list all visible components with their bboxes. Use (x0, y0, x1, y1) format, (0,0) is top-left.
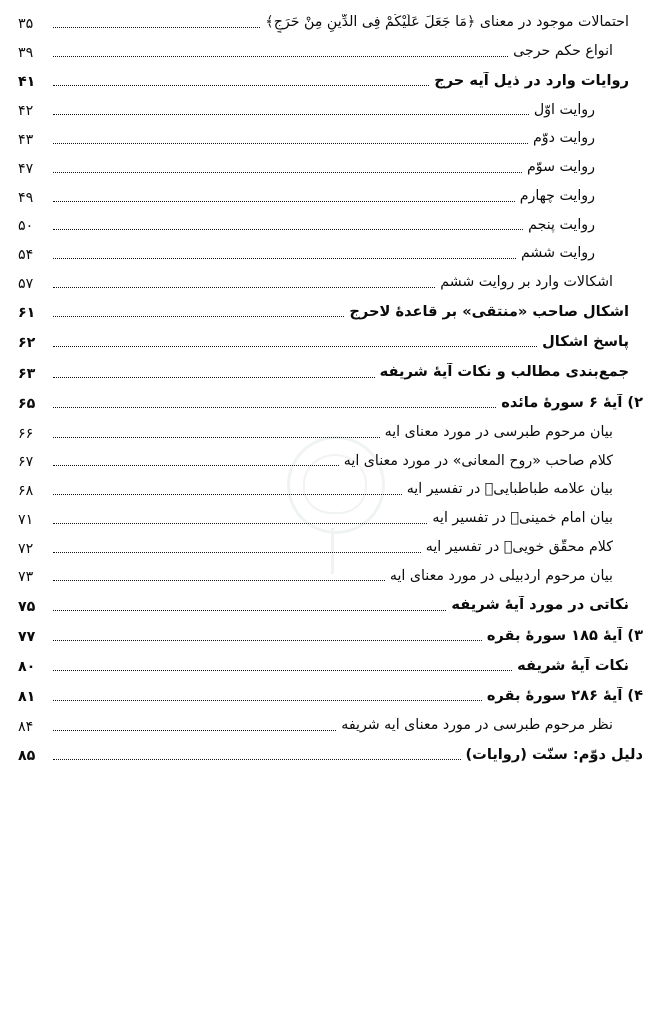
toc-entry-page-number: ۸۴ (18, 719, 34, 736)
toc-entry-title: اشکال صاحب «منتقی» بر قاعدۀ لاحرج (349, 302, 629, 320)
toc-entry[interactable] (18, 188, 643, 207)
toc-entry-title: احتمالات موجود در معنای ﴿مَا جَعَلَ عَلَيْكُمْ فِی الدِّينِ مِنْ حَرَجٍ﴾ (265, 14, 629, 30)
toc-entry-title: روایت دوّم (533, 130, 595, 147)
toc-leader-dots (53, 436, 380, 438)
toc-entry[interactable] (18, 102, 643, 121)
toc-entry[interactable] (18, 687, 643, 706)
toc-entry-page-number: ۶۵ (18, 395, 36, 412)
toc-entry-title: بیان علامه طباطبایی﷫ در تفسیر آیه (406, 481, 613, 498)
toc-leader-dots (53, 464, 339, 466)
toc-entry-page-number: ۵۰ (18, 218, 34, 235)
toc-entry[interactable] (18, 72, 643, 91)
toc-entry-title: بیان مرحوم طبرسی در مورد معنای آیه (384, 423, 613, 440)
toc-entry-title: ۴) آیۀ ۲۸۶ سورۀ بقره (486, 687, 643, 705)
toc-entry-title: روایت پنجم (528, 216, 595, 233)
toc-entry-title: روایت ششم (520, 245, 595, 262)
toc-leader-dots (53, 286, 435, 288)
toc-leader-dots (53, 639, 482, 641)
toc-entry-title: پاسخ اشکال (542, 333, 629, 351)
toc-entry-title: روایت چهارم (519, 187, 595, 204)
toc-entry[interactable] (18, 245, 643, 264)
toc-entry[interactable] (18, 363, 643, 382)
toc-leader-dots (53, 551, 421, 553)
toc-entry-page-number: ۳۹ (18, 44, 34, 61)
toc-entry-title: نظر مرحوم طبرسی در مورد معنای آیه شریفه (341, 717, 613, 734)
toc-leader-dots (53, 171, 522, 173)
toc-entry-title: جمع‌بندی مطالب و نکات آیۀ شریفه (379, 363, 629, 381)
toc-entry[interactable] (18, 746, 643, 765)
toc-entry-page-number: ۸۰ (18, 659, 36, 676)
toc-entry[interactable] (18, 159, 643, 178)
toc-entry-page-number: ۶۸ (18, 483, 34, 500)
toc-entry[interactable] (18, 657, 643, 676)
toc-leader-dots (53, 55, 508, 57)
toc-entry-title: ۲) آیۀ ۶ سورۀ مائده (501, 393, 643, 411)
toc-leader-dots (53, 406, 496, 408)
toc-entry[interactable] (18, 453, 643, 472)
toc-entry-title: روایات وارد در ذیل آیه حرج (434, 71, 629, 89)
toc-entry-page-number: ۶۶ (18, 425, 34, 442)
toc-leader-dots (53, 579, 385, 581)
toc-entry[interactable] (18, 481, 643, 500)
toc-entry-page-number: ۴۲ (18, 103, 34, 120)
toc-entry[interactable] (18, 303, 643, 322)
toc-entry[interactable] (18, 274, 643, 293)
toc-leader-dots (53, 200, 515, 202)
toc-entry[interactable] (18, 627, 643, 646)
toc-entry-title: دلیل دوّم: سنّت (روایات) (465, 746, 643, 764)
toc-entry-page-number: ۳۵ (18, 15, 34, 32)
toc-entry-page-number: ۵۷ (18, 275, 34, 292)
toc-leader-dots (53, 699, 482, 701)
toc-entry-page-number: ۶۷ (18, 454, 34, 471)
toc-entry-title: نکاتی در مورد آیۀ شریفه (451, 596, 629, 614)
toc-entry-page-number: ۸۱ (18, 689, 36, 706)
toc-entry-page-number: ۸۵ (18, 748, 36, 765)
toc-entry[interactable] (18, 333, 643, 352)
toc-entry-title: انواع حکم حرجی (513, 42, 613, 59)
toc-leader-dots (53, 522, 427, 524)
toc-leader-dots (53, 142, 528, 144)
toc-entry-title: بیان امام خمینی﷫ در تفسیر آیه (432, 510, 613, 527)
toc-entry-page-number: ۷۲ (18, 540, 34, 557)
toc-entry-page-number: ۷۵ (18, 598, 36, 615)
toc-leader-dots (53, 228, 523, 230)
toc-entry-page-number: ۴۳ (18, 132, 34, 149)
toc-entry-page-number: ۴۱ (18, 73, 36, 90)
toc-entry[interactable] (18, 424, 643, 443)
toc-entry[interactable] (18, 568, 643, 587)
toc-entry-title: نکات آیۀ شریفه (517, 656, 629, 674)
toc-entry-title: کلام محقّق خویی﷫ در تفسیر آیه (425, 538, 613, 555)
toc-entry-title: ۳) آیۀ ۱۸۵ سورۀ بقره (486, 626, 643, 644)
toc-entry[interactable] (18, 43, 643, 62)
toc-leader-dots (53, 376, 375, 378)
toc-leader-dots (53, 257, 516, 259)
toc-leader-dots (53, 315, 344, 317)
toc-entry-title: روایت اوّل (533, 101, 595, 118)
toc-leader-dots (53, 113, 529, 115)
toc-entry-page-number: ۴۹ (18, 189, 34, 206)
toc-entry[interactable] (18, 596, 643, 615)
toc-entry-page-number: ۷۳ (18, 569, 34, 586)
toc-entry[interactable] (18, 14, 643, 33)
toc-leader-dots (53, 84, 429, 86)
toc-entry[interactable] (18, 539, 643, 558)
toc-entry[interactable] (18, 217, 643, 236)
toc-entry-page-number: ۷۱ (18, 511, 34, 528)
toc-entry-page-number: ۷۷ (18, 628, 36, 645)
toc-leader-dots (53, 345, 537, 347)
toc-entry[interactable] (18, 394, 643, 413)
toc-entry-title: روایت سوّم (526, 159, 595, 176)
toc-leader-dots (53, 26, 260, 28)
toc-entry-page-number: ۶۲ (18, 335, 36, 352)
toc-leader-dots (53, 729, 336, 731)
toc-leader-dots (53, 669, 512, 671)
toc-entry-title: بیان مرحوم اردبیلی در مورد معنای آیه (389, 567, 613, 584)
toc-entry-page-number: ۶۱ (18, 305, 36, 322)
toc-entry-page-number: ۵۴ (18, 247, 34, 264)
toc-leader-dots (53, 493, 402, 495)
toc-entry-title: کلام صاحب «روح المعانی» در مورد معنای آیه (343, 452, 613, 469)
toc-entry[interactable] (18, 510, 643, 529)
toc-leader-dots (53, 609, 446, 611)
toc-entry-page-number: ۴۷ (18, 160, 34, 177)
toc-entry-page-number: ۶۳ (18, 365, 36, 382)
toc-leader-dots (53, 758, 461, 760)
table-of-contents-list (18, 14, 643, 765)
toc-entry[interactable] (18, 717, 643, 736)
toc-entry[interactable] (18, 130, 643, 149)
toc-entry-title: اشکالات وارد بر روایت ششم (440, 274, 613, 291)
